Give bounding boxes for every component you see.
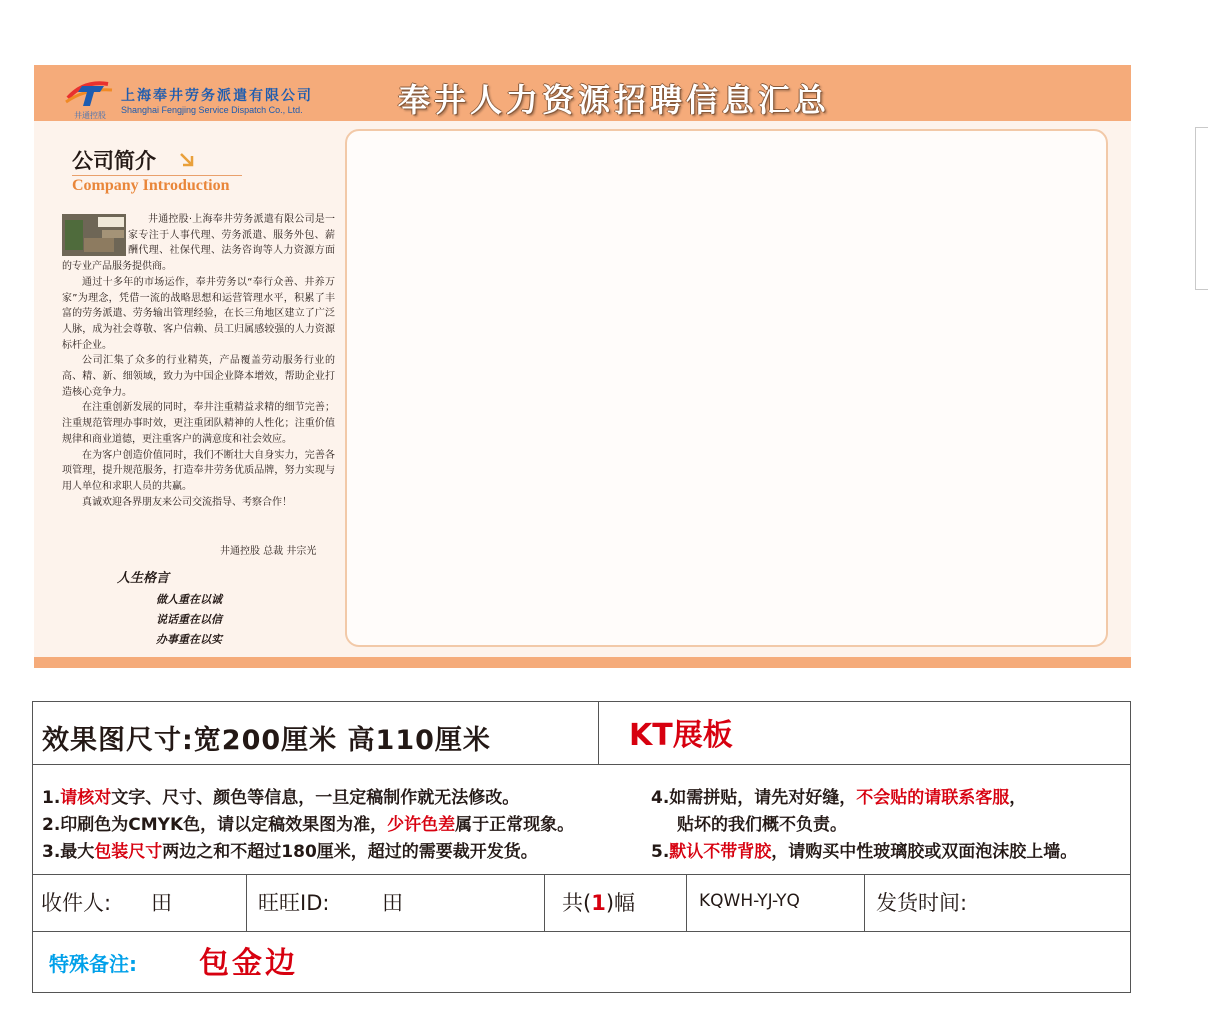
- recruitment-content-area: [345, 129, 1108, 647]
- material-label: KT展板: [629, 718, 733, 753]
- company-name-en: Shanghai Fengjing Service Dispatch Co., Ltd.: [121, 105, 303, 115]
- board-footer-bar: [34, 657, 1131, 668]
- intro-signature: 井通控股 总裁 井宗光: [220, 546, 317, 557]
- intro-title: 公司简介: [72, 149, 156, 173]
- company-logo: [64, 76, 116, 118]
- note-1: 1.请核对文字、尺寸、颜色等信息，一旦定稿制作就无法修改。: [42, 788, 520, 808]
- motto-title: 人生格言: [117, 571, 170, 586]
- intro-title-en: Company Introduction: [72, 177, 230, 194]
- motto-line: 做人重在以诚: [156, 593, 222, 606]
- divider: [246, 874, 247, 931]
- motto-line: 办事重在以实: [156, 633, 222, 646]
- note-2: 2.印刷色为CMYK色，请以定稿效果图为准，少许色差属于正常现象。: [42, 815, 575, 835]
- intro-paragraph: 在注重创新发展的同时，奉井注重精益求精的细节完善；注重规范管理办事时效，更注重团队精神的人性化；注重价值规律和商业道德，更注重客户的满意度和社会效应。: [62, 402, 335, 445]
- motto-line: 说话重在以信: [156, 613, 222, 626]
- arrow-down-right-icon: [177, 150, 197, 170]
- wangwang-label: 旺旺ID:: [258, 891, 330, 915]
- note-4: 4.如需拼贴，请先对好缝，不会贴的请联系客服，: [651, 788, 1027, 808]
- order-code: KQWH-YJ-YQ: [699, 891, 800, 911]
- intro-divider: [72, 175, 242, 176]
- divider: [598, 702, 599, 764]
- ship-time-label: 发货时间:: [876, 891, 968, 915]
- note-4-continued: 贴坏的我们概不负责。: [677, 815, 847, 835]
- divider: [33, 931, 1130, 932]
- side-panel: [1195, 127, 1208, 290]
- company-name-cn: 上海奉井劳务派遣有限公司: [121, 88, 313, 104]
- divider: [33, 874, 1130, 875]
- board-title: 奉井人力资源招聘信息汇总: [398, 81, 831, 119]
- divider: [544, 874, 545, 931]
- logo-mark-icon: [64, 76, 116, 110]
- intro-paragraph: 在为客户创造价值同时，我们不断壮大自身实力，完善各项管理，提升规范服务，打造奉井劳务优质品牌，努力实现与用人单位和求职人员的共赢。: [62, 449, 335, 492]
- special-note-label: 特殊备注:: [49, 952, 137, 976]
- logo-subtitle: 井通控股: [74, 111, 106, 120]
- panel-count: 共(1)幅: [562, 891, 636, 915]
- recipient-label: 收件人:: [41, 891, 112, 915]
- board-header: [34, 65, 1131, 121]
- special-note-value: 包金边: [199, 946, 298, 981]
- divider: [686, 874, 687, 931]
- display-board: [34, 65, 1131, 668]
- divider: [864, 874, 865, 931]
- intro-paragraph: 通过十多年的市场运作，奉井劳务以“奉行众善、井养万家”为理念，凭借一流的战略思想和运营管理水平，积累了丰富的劳务派遣、劳务输出管理经验，在长三角地区建立了广泛人脉，成为社会尊敬、客户信赖、员工归属感较强的人力资源标杆企业。: [62, 276, 335, 351]
- recipient-value: 田: [151, 891, 172, 915]
- intro-body: [62, 212, 335, 510]
- size-label: 效果图尺寸:宽200厘米 高110厘米: [42, 725, 491, 756]
- order-spec-table: [32, 701, 1131, 993]
- intro-paragraph: 井通控股·上海奉井劳务派遣有限公司是一家专注于人事代理、劳务派遣、服务外包、薪酬代理、社保代理、法务咨询等人力资源方面的专业产品服务提供商。: [62, 214, 335, 273]
- note-5: 5.默认不带背胶，请购买中性玻璃胶或双面泡沫胶上墙。: [651, 842, 1078, 862]
- divider: [33, 764, 1130, 765]
- intro-paragraph: 真诚欢迎各界朋友来公司交流指导、考察合作！: [82, 496, 292, 508]
- wangwang-value: 田: [382, 891, 403, 915]
- intro-paragraph: 公司汇集了众多的行业精英，产品覆盖劳动服务行业的高、精、新、细领域，致力为中国企业降本增效，帮助企业打造核心竞争力。: [62, 355, 335, 398]
- note-3: 3.最大包装尺寸两边之和不超过180厘米，超过的需要裁开发货。: [42, 842, 538, 862]
